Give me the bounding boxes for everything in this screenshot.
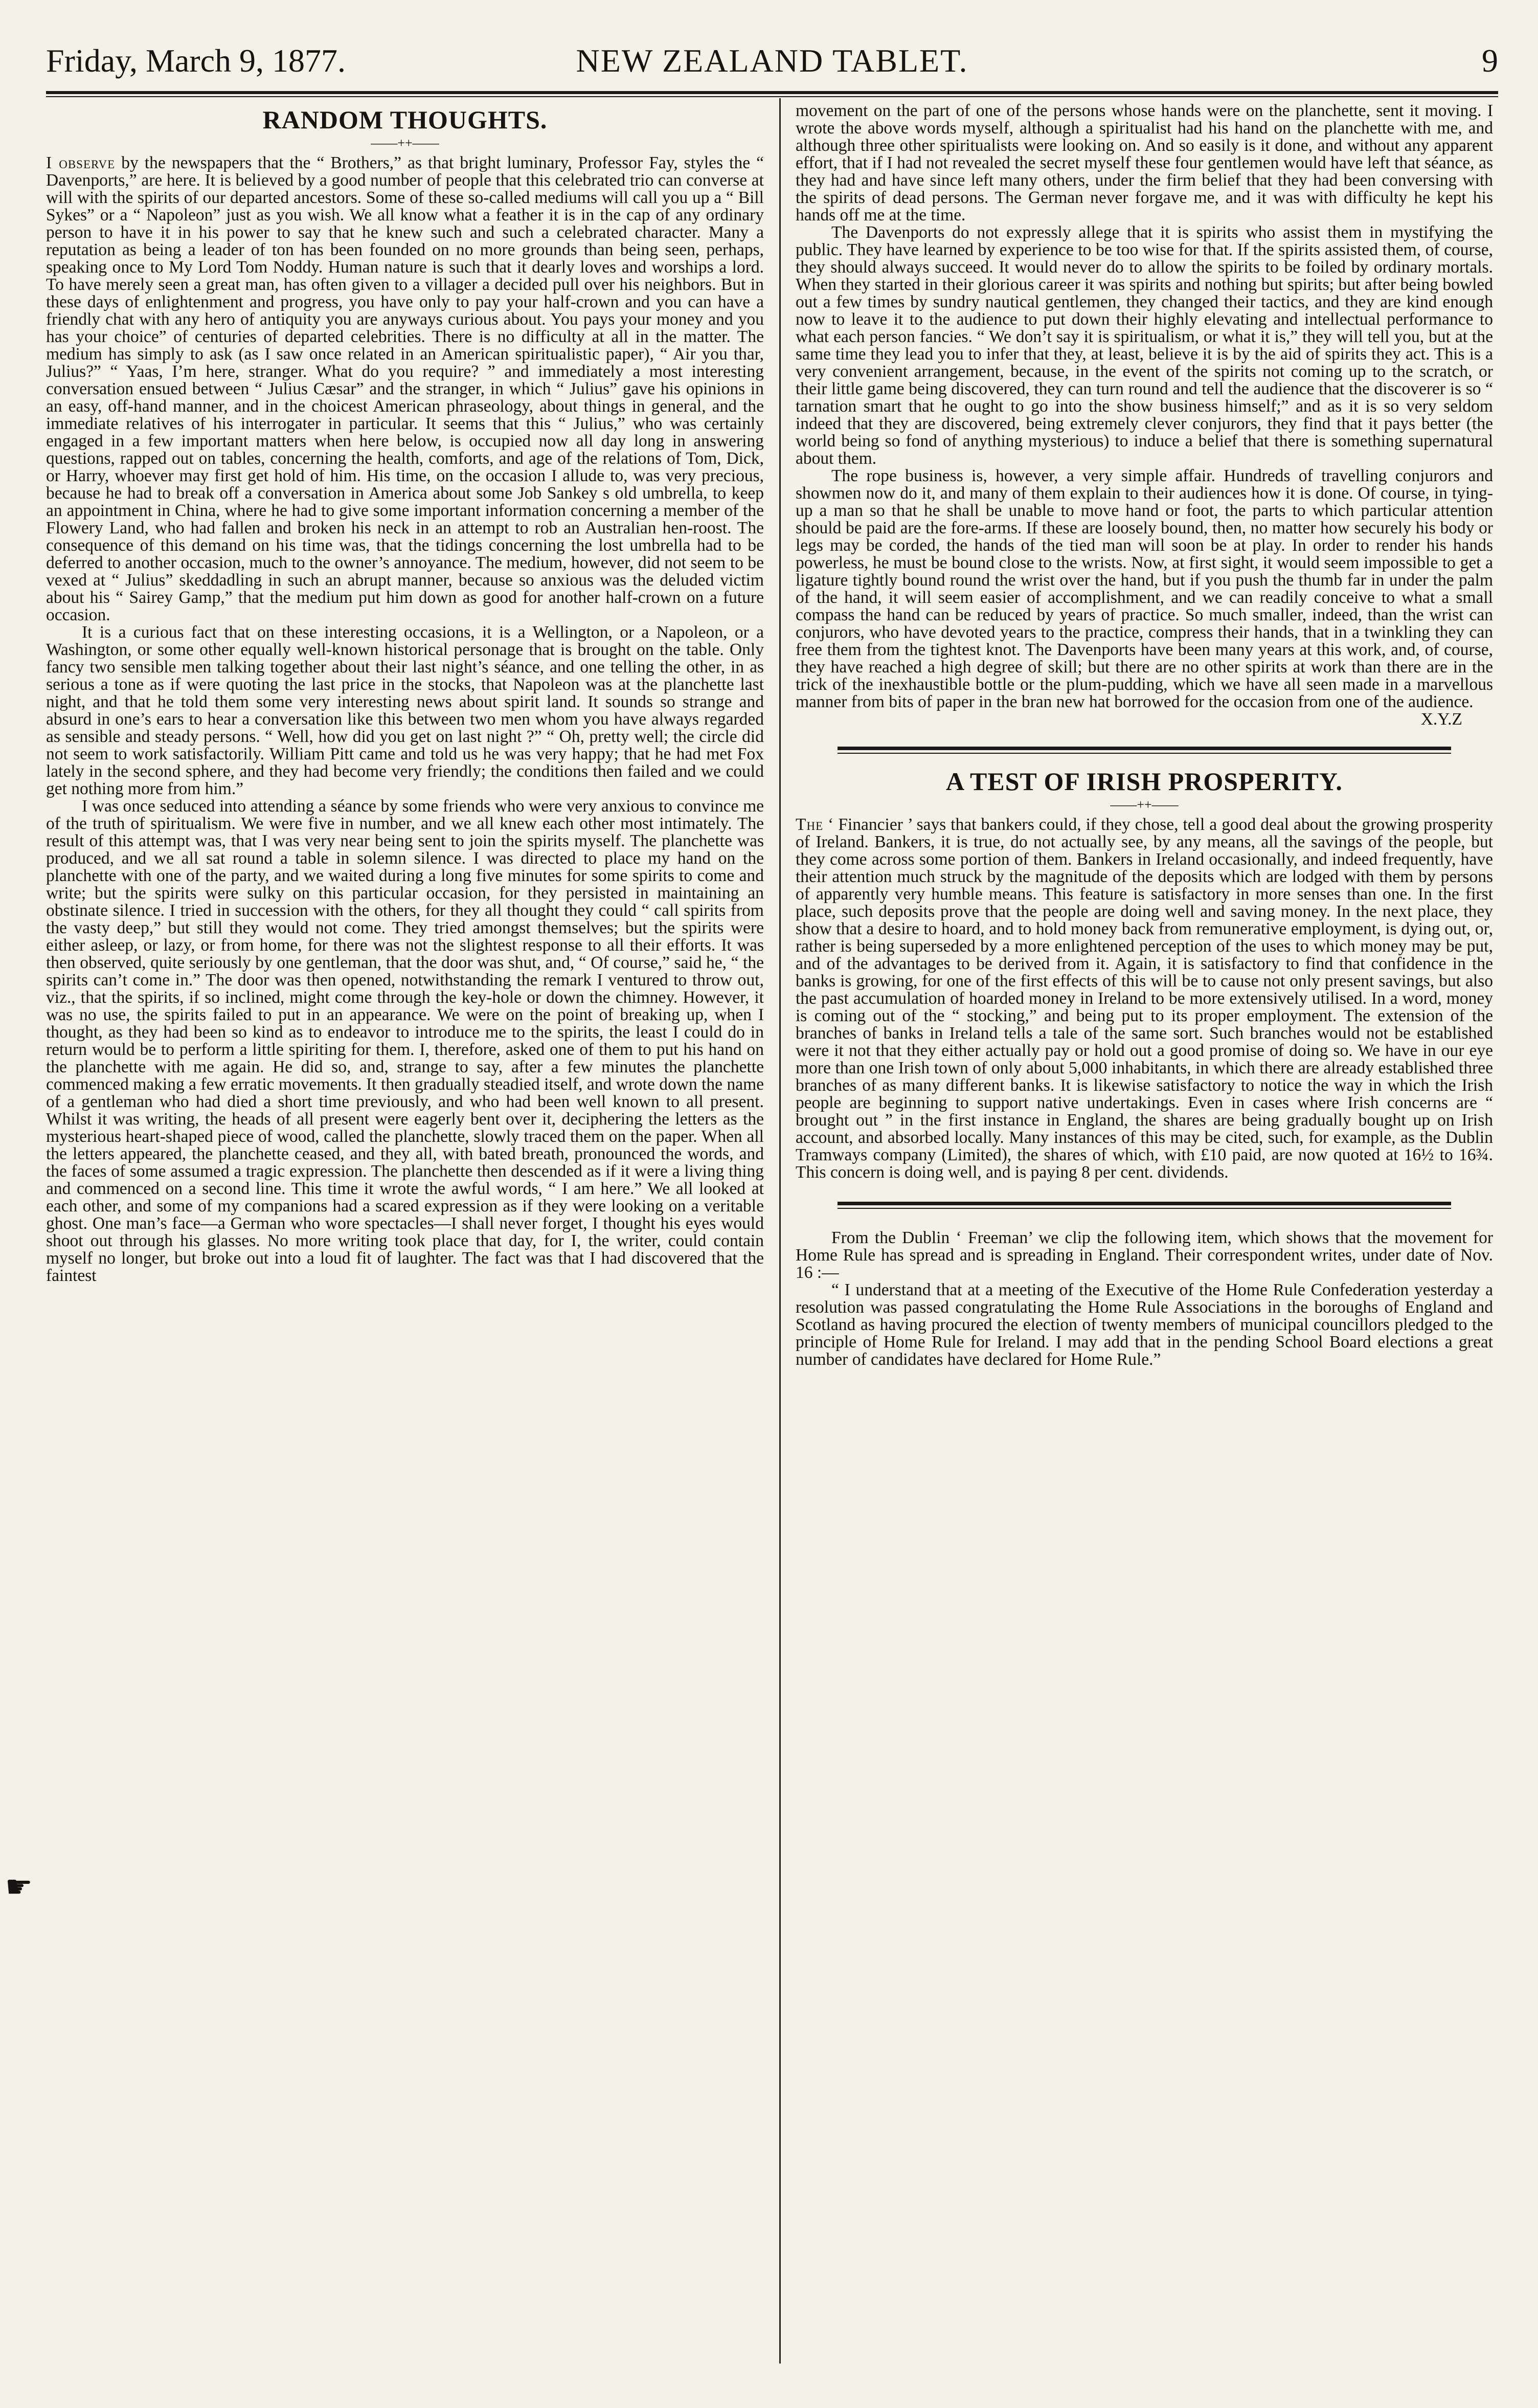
section-rule xyxy=(838,1202,1451,1209)
masthead xyxy=(46,33,1498,89)
left-column xyxy=(46,102,764,1285)
section-rule xyxy=(838,747,1451,754)
quoted-paragraph: “ I understand that at a meeting of the Executive of the Home Rule Confederation yesterday a resolution was passed congratulating the Home Rule Associations in the boroughs of England and Scotland as having procured the election of twenty members of municipal councillors pledged to the principle of Home Rule for Ireland. I may add that in the pending School Board elections a great number of candidates have declared for Home Rule.” xyxy=(796,1280,1493,1369)
article-paragraph: It is a curious fact that on these interesting occasions, it is a Wellington, or a Napoleon, or a Washington, or some other equally well-known historical personage that is brought on the table. Only fancy two sensible men talking together about their last night’s séance, and one telling the other, in as serious a tone as if were quoting the last price in the stocks, that Napoleon was at the planchette last night, and that he told them some very interesting news about spirit land. It sounds so strange and absurd in one’s ears to hear a conversation like this between two men whom you have always regarded as sensible and steady persons. “ Well, how did you get on last night ?” “ Oh, pretty well; the circle did not seem to work satisfactorily. William Pitt came and told us he was very happy; that he had met Fox lately in the second sphere, and they had become very friendly; the conditions then failed and we could get nothing more from him.” xyxy=(46,623,764,798)
article-paragraph: I observe by the newspapers that the “ Brothers,” as that bright luminary, Professor Fay, styles the “ Davenports,” are here. It is believed by a good number of people that this celebrated trio can converse at will with the spirits of our departed ancestors. Some of these so-called mediums will call you up a “ Bill Sykes” or a “ Napoleon” just as you wish. We all know what a feather it is in the cap of any ordinary person to have it in his power to say that he knew such and such a celebrated character. Many a reputation as being a leader of ton has been founded on no more grounds than being seen, perhaps, speaking once to My Lord Tom Noddy. Human nature is such that it dearly loves and worships a lord. To have merely seen a great man, has often given to a villager a decided pull over his neighbors. But in these days of enlightenment and progress, you have only to pay your half-crown and you can have a friendly chat with any hero of antiquity you are anyways curious about. You pays your money and you has your choice” of centuries of departed celebrities. There is no difficulty at all in the matter. The medium has simply to ask (as I saw once related in an American spiritualistic paper), “ Air you thar, Julius?” “ Yaas, I’m here, stranger. What do you require? ” and immediately a most interesting conversation ensued between “ Julius Cæsar” and the stranger, in which “ Julius” gave his opinions in an easy, off-hand manner, and in the choicest American phraseology, about things in general, and the immediate relatives of his interrogater in particular. It seems that this “ Julius,” who was certainly engaged in a few important matters when here below, is occupied now all day long in answering questions, rapped out on tables, concerning the health, comforts, and age of the relations of Tom, Dick, or Harry, whoever may first get hold of him. His time, on the occasion I allude to, was very precious, because he had to break off a conversation in America about some Job Sankey s old umbrella, to keep an appointment in China, where he had to give some important information concerning a member of the Flowery Land, who had fallen and broken his neck in an attempt to rob an Australian hen-roost. The consequence of this demand on his time was, that the tidings concerning the lost umbrella had to be deferred to another occasion, much to the owner’s annoyance. The medium, however, did not seem to be vexed at “ Julius” skeddadling in such an abrupt manner, because so anxious was the deluded victim about his “ Sairey Gamp,” that the medium put him down as good for another half-crown on a future occasion. xyxy=(46,153,764,624)
title-ornament: ——++—— xyxy=(1110,797,1179,812)
lead-word: The xyxy=(796,815,824,834)
irish-prosperity-title: A TEST OF IRISH PROSPERITY. xyxy=(946,767,1343,796)
page-number: 9 xyxy=(1482,42,1498,79)
pointing-hand-icon: ☛ xyxy=(5,1870,33,1904)
masthead-rule-thin xyxy=(46,96,1498,97)
lead-word: I observe xyxy=(46,153,116,172)
issue-date: Friday, March 9, 1877. xyxy=(46,42,346,79)
article-paragraph: The rope business is, however, a very simple affair. Hundreds of travelling conjurors and showmen now do it, and many of them explain to their audiences how it is done. Of course, in tying-up a man so that he shall be unable to move hand or foot, the parts to which particular attention should be paid are the fore-arms. If these are loosely bound, then, no matter how securely his body or legs may be corded, the hands of the tied man will soon be at play. In order to render his hands powerless, he must be bound close to the wrists. Now, at first sight, it would seem impossible to get a ligature tightly bound round the wrist over the hand, but if you push the thumb far in under the palm of the hand, it will seem easier of accomplishment, and we can readily conceive to what a small compass the hand can be reduced by years of practice. So much smaller, indeed, than the wrist can conjurors, who have devoted years to the practice, compress their hands, that in a twinkling they can free them from the tightest knot. The Davenports have been many years at this work, and, of course, they have reached a high degree of skill; but there are no other spirits at work than there are in the trick of the inexhaustible bottle or the plum-pudding, which we have all seen made in a marvellous manner from bits of paper in the bran new hat borrowed for the occasion from one of the audience. xyxy=(796,466,1493,711)
article-paragraph: The ‘ Financier ’ says that bankers could, if they chose, tell a good deal about the growing prosperity of Ireland. Bankers, it is true, do not actually see, by any means, all the savings of the people, but they come across some portion of them. Bankers in Ireland occasionally, and indeed frequently, have their attention much struck by the magnitude of the deposits which are lodged with them by persons of apparently very humble means. This feature is satisfactory in more senses than one. In the first place, such deposits prove that the people are doing well and saving money. In the next place, they show that a desire to hoard, and to hold money back from remunerative employment, is dying out, or, rather is being superseded by a more enlightened perception of the uses to which money may be put, and of the advantages to be derived from it. Again, it is satisfactory to find that confidence in the banks is growing, for one of the first effects of this will be to cause not only present savings, but also the past accumulation of hoarded money in Ireland to be more extensively utilised. In a word, money is coming out of the “ stocking,” and being put to its proper employment. The extension of the branches of banks in Ireland tells a tale of the same sort. Such branches would not be established were it not that they either actually pay or hold out a good promise of doing so. We have in our eye more than one Irish town of only about 5,000 inhabitants, in which there are already established three branches of as many different banks. It is likewise satisfactory to notice the way in which the Irish people are beginning to support native undertakings. Even in cases where Irish concerns are “ brought out ” in the first instance in England, the shares are being gradually bought up on Irish account, and absorbed locally. Many instances of this may be cited, such, for example, as the Dublin Tramways company (Limited), the shares of which, with £10 paid, are now quoted at 16½ to 16¾. This concern is doing well, and is paying 8 per cent. dividends. xyxy=(796,815,1493,1182)
article-paragraph: The Davenports do not expressly allege that it is spirits who assist them in mystifying the public. They have learned by experience to be too wise for that. If the spirits assisted them, of course, they should always succeed. It would never do to allow the spirits to be foiled by ordinary mortals. When they started in their glorious career it was spirits and nothing but spirits; but after being bowled out a few times by sundry nautical gentlemen, they changed their tactics, and they are kind enough now to leave it to the audience to put down their highly elevating and intellectual performance to what each person fancies. “ We don’t say it is spiritualism, or what it is,” they will tell you, but at the same time they lead you to infer that they, at least, believe it is by the aid of spirits they act. This is a very convenient arrangement, because, in the event of the spirits not coming up to the scratch, or their little game being discovered, they can turn round and tell the audience that the discoverer is so “ tarnation smart that he ought to go into the show business himself;” and as it is so very seldom indeed that they are discovered, being extremely clever conjurors, they find that it pays better (the world being so fond of anything mysterious) to induce a belief that there is something supernatural about them. xyxy=(796,223,1493,468)
title-ornament: ——++—— xyxy=(371,136,439,150)
masthead-rule xyxy=(46,91,1498,94)
article-paragraph: From the Dublin ‘ Freeman’ we clip the following item, which shows that the movement for Home Rule has spread and is spreading in England. Their correspondent writes, under date of Nov. 16 :— xyxy=(796,1228,1493,1282)
article-paragraph: I was once seduced into attending a séance by some friends who were very anxious to convince me of the truth of spiritualism. We were five in number, and we all knew each other most intimately. The result of this attempt was, that I was very near being sent to join the spirits myself. The planchette was produced, and we all sat round a table in solemn silence. I was directed to place my hand on the planchette with one of the party, and we waited during a long five minutes for some spirits to come and write; but the spirits were sulky on this particular occasion, for they persisted in maintaining an obstinate silence. I tried in succession with the others, for they all thought they could “ call spirits from the vasty deep,” but still they would not come. They tried amongst themselves; but the spirits were either asleep, or lazy, or from home, for there was not the slightest response to all their efforts. It was then observed, quite seriously by one gentleman, that the door was shut, and, “ Of course,” said he, “ the spirits can’t come in.” The door was then opened, notwithstanding the remark I ventured to throw out, viz., that the spirits, if so inclined, might come through the key-hole or down the chimney. However, it was no use, the spirits failed to put in an appearance. We were on the point of breaking up, when I thought, as they had been so kind as to endeavor to introduce me to the spirits, the least I could do in return would be to perform a little spiriting for them. I, therefore, asked one of them to put his hand on the planchette with me again. He did so, and, strange to say, after a few minutes the planchette commenced making a few erratic movements. It then gradually steadied itself, and wrote down the name of a gentleman who had died a short time previously, and who had been well known to all present. Whilst it was writing, the heads of all present were eagerly bent over it, deciphering the letters as the mysterious heart-shaped piece of wood, called the planchette, slowly traced them on the paper. When all the letters appeared, the planchette ceased, and they all, with bated breath, pronounced the words, and the faces of some assumed a tragic expression. The planchette then descended as if it were a living thing and commenced on a second line. This time it wrote the awful words, “ I am here.” We all looked at each other, and some of my companions had a scared expression as if they were looking on a veritable ghost. One man’s face—a German who wore spectacles—I shall never forget, I thought his eyes would shoot out through his glasses. No more writing took place that day, for I, the writer, could contain myself no longer, but broke out into a loud fit of laughter. The fact was that I had discovered that the faintest xyxy=(46,797,764,1285)
article-paragraph-continued: movement on the part of one of the persons whose hands were on the planchette, sent it moving. I wrote the above words myself, although a spiritualist had his hand on the planchette with me, and although three other spiritualists were looking on. And so easily is it done, and without any apparent effort, that if I had not revealed the secret myself these four gentlemen would have left that séance, as they had and have since left many others, under the firm belief that they had been conversing with the spirits of dead persons. The German never forgave me, and it was with difficulty he kept his hands off me at the time. xyxy=(796,101,1493,224)
right-column xyxy=(796,102,1493,1368)
column-divider xyxy=(779,98,781,2364)
author-signature: X.Y.Z xyxy=(1420,710,1462,729)
newspaper-title: NEW ZEALAND TABLET. xyxy=(576,42,968,79)
random-thoughts-title: RANDOM THOUGHTS. xyxy=(262,105,548,134)
